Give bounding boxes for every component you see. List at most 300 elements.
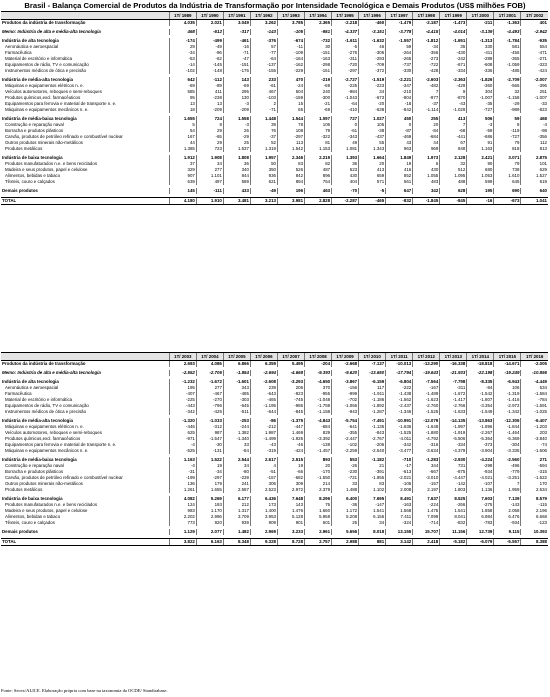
value-cell: -727: [494, 134, 521, 140]
value-cell: -684: [413, 134, 440, 140]
value-cell: 1.482: [223, 529, 250, 535]
value-cell: -4.668: [277, 370, 304, 376]
value-cell: -84: [413, 128, 440, 134]
value-cell: 19: [277, 463, 304, 469]
value-cell: 370: [305, 385, 332, 391]
value-cell: 2.058: [494, 508, 521, 514]
value-cell: 1.170: [196, 508, 223, 514]
value-cell: 5.958: [305, 514, 332, 520]
value-cell: -641: [332, 424, 359, 430]
value-cell: -643: [250, 391, 277, 397]
value-cell: 909: [250, 520, 277, 526]
value-cell: 723: [196, 146, 223, 152]
value-cell: 1.163: [467, 146, 494, 152]
value-cell: -356: [413, 50, 440, 56]
value-cell: 1.858: [467, 508, 494, 514]
value-cell: -6.407: [521, 418, 548, 424]
value-cell: -823: [521, 107, 548, 113]
value-cell: -7.491: [359, 418, 386, 424]
value-cell: 39: [250, 122, 277, 128]
value-cell: -709: [359, 62, 386, 68]
value-cell: -1.135: [359, 424, 386, 430]
value-cell: 754: [305, 179, 332, 185]
value-cell: 523: [332, 167, 359, 173]
value-cell: 170: [521, 481, 548, 487]
value-cell: -13.290: [413, 361, 440, 368]
value-cell: -316: [413, 442, 440, 448]
value-cell: 2.523: [250, 487, 277, 493]
value-cell: -1.182: [359, 457, 386, 463]
value-cell: 34: [196, 161, 223, 167]
value-cell: -720: [332, 62, 359, 68]
value-cell: 9.328: [250, 539, 277, 546]
value-cell: -1.542: [467, 391, 494, 397]
value-cell: 81: [305, 140, 332, 146]
value-cell: -148: [196, 68, 223, 74]
value-cell: -143: [494, 502, 521, 508]
value-cell: -143: [250, 29, 277, 35]
value-cell: 1.973: [413, 155, 440, 161]
row-label: Indústria de alta tecnologia: [2, 379, 59, 384]
value-cell: -465: [250, 397, 277, 403]
value-cell: 6.359: [250, 361, 277, 368]
value-cell: -511: [223, 409, 250, 415]
value-cell: -1.601: [223, 379, 250, 385]
value-cell: 130: [223, 95, 250, 101]
value-cell: 117: [359, 385, 386, 391]
value-cell: -732: [305, 38, 332, 44]
year-header: 1T/ 2002: [521, 12, 548, 20]
value-cell: -21.933: [440, 370, 467, 376]
value-cell: 5: [169, 122, 196, 128]
value-cell: 487: [305, 167, 332, 173]
row-label: Produtos metálicos: [5, 487, 43, 492]
page-title: Brasil - Balança Comercial de Produtos da Indústria de Transformação por Intensidade Tecnológica e Demais Produtos (US$ milhões FOB): [24, 1, 526, 10]
value-cell: -19.249: [494, 370, 521, 376]
value-cell: -18: [386, 101, 413, 107]
value-cell: -29: [494, 101, 521, 107]
value-cell: 1.522: [196, 457, 223, 463]
value-cell: -984: [332, 89, 359, 95]
value-cell: 5.656: [332, 529, 359, 535]
value-cell: -37: [413, 101, 440, 107]
value-cell: -273: [413, 56, 440, 62]
value-cell: -2.972: [494, 403, 521, 409]
value-cell: -31: [169, 469, 196, 475]
value-cell: -460: [359, 20, 386, 27]
value-cell: -783: [467, 520, 494, 526]
value-cell: -411: [467, 50, 494, 56]
value-cell: 214: [305, 481, 332, 487]
value-cell: 34: [359, 89, 386, 95]
value-cell: 936: [250, 173, 277, 179]
value-cell: -64: [250, 56, 277, 62]
value-cell: -1.606: [521, 448, 548, 454]
value-cell: 4.035: [169, 20, 196, 27]
value-cell: 55: [359, 140, 386, 146]
value-cell: -35: [467, 101, 494, 107]
value-cell: -37: [250, 134, 277, 140]
value-cell: -1.473: [440, 20, 467, 27]
value-cell: 2.219: [305, 155, 332, 161]
value-cell: 30: [305, 44, 332, 50]
year-header: 1T/ 2004: [196, 353, 223, 361]
value-cell: 32: [494, 89, 521, 95]
value-cell: 430: [413, 167, 440, 173]
value-cell: 3.213: [250, 198, 277, 205]
value-cell: 585: [169, 89, 196, 95]
value-cell: 1.053: [467, 173, 494, 179]
value-cell: -4: [169, 463, 196, 469]
value-cell: -303: [223, 397, 250, 403]
value-cell: 3.981: [277, 198, 304, 205]
value-cell: 470: [277, 77, 304, 83]
value-cell: 43: [386, 140, 413, 146]
value-cell: -1.499: [250, 436, 277, 442]
value-cell: 8.296: [305, 496, 332, 502]
value-cell: 136: [169, 481, 196, 487]
value-cell: -376: [250, 38, 277, 44]
value-cell: -96: [196, 50, 223, 56]
value-cell: 690: [494, 188, 521, 194]
value-cell: -84: [467, 385, 494, 391]
value-cell: -5.364: [467, 436, 494, 442]
value-cell: -3.840: [521, 436, 548, 442]
value-cell: -163: [305, 56, 332, 62]
value-cell: -3.010: [413, 475, 440, 481]
value-cell: -1.283: [413, 457, 440, 463]
value-cell: -49: [250, 188, 277, 194]
value-cell: -684: [305, 424, 332, 430]
value-cell: -1.464: [494, 430, 521, 436]
value-cell: 29: [196, 128, 223, 134]
value-cell: 195: [169, 385, 196, 391]
value-cell: -3.354: [467, 403, 494, 409]
row-label: Produtos da indústria de transformação: [2, 361, 86, 366]
value-cell: 8.728: [277, 539, 304, 546]
value-cell: -7.564: [413, 379, 440, 385]
value-cell: -151: [305, 68, 332, 74]
value-cell: 939: [223, 520, 250, 526]
value-cell: 619: [521, 179, 548, 185]
value-cell: 3.233: [277, 529, 304, 535]
row-label: Carvão, produtos de petróleo refinado e combustível nuclear: [5, 134, 123, 139]
value-cell: -164: [277, 56, 304, 62]
value-cell: -1.033: [196, 418, 223, 424]
value-cell: 1.448: [250, 116, 277, 122]
row-label: Produtos metálicos: [5, 146, 43, 151]
value-cell: 277: [196, 385, 223, 391]
value-cell: 604: [277, 89, 304, 95]
value-cell: 32: [440, 161, 467, 167]
value-cell: -686: [467, 134, 494, 140]
value-cell: -469: [386, 134, 413, 140]
year-header: 1T/ 1998: [413, 12, 440, 20]
row-label: Têxteis, couro e calçados: [5, 520, 55, 525]
value-cell: 0: [386, 122, 413, 128]
value-cell: 534: [521, 385, 548, 391]
row-label: Aeronáutica e aeroespacial: [5, 44, 59, 49]
value-cell: 1.055: [413, 173, 440, 179]
value-cell: -3.251: [494, 475, 521, 481]
value-cell: 561: [386, 179, 413, 185]
year-header: 1T/ 2013: [440, 353, 467, 361]
value-cell: 79: [494, 140, 521, 146]
value-cell: -4.493: [494, 29, 521, 35]
header-label-cell: [1, 12, 169, 20]
value-cell: -3: [467, 122, 494, 128]
value-cell: -722: [413, 62, 440, 68]
value-cell: -1.320: [169, 418, 196, 424]
row-label: Indústria de baixa tecnologia: [2, 496, 63, 501]
value-cell: 59: [386, 44, 413, 50]
value-cell: 143: [277, 502, 304, 508]
value-cell: 79: [494, 161, 521, 167]
value-cell: -1.363: [494, 20, 521, 27]
value-cell: -65: [196, 134, 223, 140]
value-cell: 2.875: [521, 155, 548, 161]
value-cell: 483: [413, 179, 440, 185]
value-cell: 54: [169, 128, 196, 134]
row-label: Produtos químicos,excl. farmacêuticos: [5, 95, 81, 100]
value-cell: -2.447: [332, 436, 359, 442]
value-cell: 145: [169, 188, 196, 194]
value-cell: -151: [223, 62, 250, 68]
value-cell: 413: [440, 116, 467, 122]
row-label: Madeira e seus produtos, papel e celulose: [5, 167, 88, 172]
value-cell: 4.086: [196, 361, 223, 368]
value-cell: -1.048: [305, 397, 332, 403]
value-cell: -667: [413, 469, 440, 475]
value-cell: 969: [413, 146, 440, 152]
value-cell: 2.197: [413, 487, 440, 493]
value-cell: 196: [277, 188, 304, 194]
value-cell: 239: [250, 385, 277, 391]
value-cell: 6.400: [332, 496, 359, 502]
value-cell: 13.155: [386, 529, 413, 535]
value-cell: 401: [521, 20, 548, 27]
value-cell: 8.491: [386, 496, 413, 502]
value-cell: 2.128: [440, 155, 467, 161]
value-cell: -1.522: [521, 475, 548, 481]
value-cell: 90: [467, 161, 494, 167]
value-cell: -276: [332, 50, 359, 56]
value-cell: 106: [494, 385, 521, 391]
value-cell: 987: [196, 430, 223, 436]
value-cell: 36: [332, 161, 359, 167]
value-cell: -155: [250, 68, 277, 74]
value-cell: -482: [413, 83, 440, 89]
value-cell: -2.267: [467, 430, 494, 436]
value-cell: -315: [521, 469, 548, 475]
value-cell: -5.369: [494, 436, 521, 442]
year-header-row: [1, 12, 548, 20]
value-cell: -4.014: [440, 29, 467, 35]
value-cell: 416: [386, 167, 413, 173]
row-label: Equipamentos de rádio, TV e comunicação: [5, 62, 89, 67]
value-cell: 10.393: [521, 529, 548, 535]
value-cell: -18.818: [467, 361, 494, 368]
value-cell: 6.436: [250, 496, 277, 502]
year-header: 1T/ 1997: [386, 12, 413, 20]
row-label: Memo: Indústria de alta e média-alta tecnologia: [2, 29, 101, 34]
value-cell: 601: [305, 520, 332, 526]
value-cell: 67: [440, 140, 467, 146]
value-cell: 3.142: [386, 539, 413, 546]
value-cell: -298: [305, 62, 332, 68]
value-cell: 33: [332, 481, 359, 487]
value-cell: 7.637: [413, 496, 440, 502]
value-cell: -3: [223, 101, 250, 107]
value-cell: -1.029: [440, 107, 467, 113]
value-cell: 6.177: [223, 496, 250, 502]
row-label: Farmacêutica: [5, 50, 32, 55]
value-cell: -219: [305, 77, 332, 83]
value-cell: -1.438: [386, 391, 413, 397]
value-cell: 2.617: [250, 457, 277, 463]
value-cell: -319: [250, 448, 277, 454]
value-cell: -3.293: [277, 379, 304, 385]
value-cell: 571: [359, 179, 386, 185]
year-header: 1T/ 1994: [305, 12, 332, 20]
value-cell: 13: [169, 101, 196, 107]
value-cell: -1.525: [386, 430, 413, 436]
value-cell: -1.892: [359, 403, 386, 409]
value-cell: 647: [386, 188, 413, 194]
year-header: 1T/ 1996: [359, 12, 386, 20]
value-cell: -253: [223, 418, 250, 424]
value-cell: -499: [196, 38, 223, 44]
value-cell: -1.547: [196, 436, 223, 442]
value-cell: -1.489: [413, 391, 440, 397]
value-cell: 1.803: [440, 487, 467, 493]
value-cell: 1.476: [277, 508, 304, 514]
value-cell: 2.828: [305, 198, 332, 205]
value-cell: 1.558: [223, 116, 250, 122]
value-cell: -123: [521, 520, 548, 526]
value-cell: -2.767: [359, 436, 386, 442]
value-cell: 450: [386, 116, 413, 122]
value-cell: -1.375: [277, 418, 304, 424]
value-cell: 2.418: [413, 539, 440, 546]
value-cell: 20: [413, 122, 440, 128]
value-cell: 33: [223, 442, 250, 448]
value-cell: -2.709: [494, 77, 521, 83]
row-label: Indústria de média-baixa tecnologia: [2, 116, 77, 121]
value-cell: 8.525: [440, 496, 467, 502]
value-cell: -842: [386, 107, 413, 113]
value-cell: -1.342: [494, 409, 521, 415]
value-cell: 2.757: [305, 539, 332, 546]
value-cell: -461: [223, 38, 250, 44]
value-cell: 488: [440, 179, 467, 185]
value-cell: -1.633: [440, 409, 467, 415]
value-cell: 76: [305, 502, 332, 508]
value-cell: 240: [305, 89, 332, 95]
value-cell: -1.340: [223, 436, 250, 442]
value-cell: -989: [494, 107, 521, 113]
value-cell: 35: [440, 44, 467, 50]
value-cell: 1.568: [386, 508, 413, 514]
value-cell: 2.202: [169, 514, 196, 520]
value-cell: 818: [494, 146, 521, 152]
value-cell: -2.668: [332, 361, 359, 368]
year-header: 1T/ 2014: [467, 353, 494, 361]
value-cell: -1.550: [305, 475, 332, 481]
value-cell: -1.417: [440, 397, 467, 403]
value-cell: 506: [467, 116, 494, 122]
value-cell: -1.025: [521, 409, 548, 415]
value-cell: 1.095: [440, 173, 467, 179]
value-cell: -242: [440, 56, 467, 62]
row-label: Demais produtos: [2, 529, 38, 534]
value-cell: -334: [440, 68, 467, 74]
value-cell: 813: [521, 146, 548, 152]
value-cell: 844: [223, 173, 250, 179]
value-cell: -4.011: [386, 436, 413, 442]
value-cell: -61: [332, 128, 359, 134]
value-cell: -61: [250, 83, 277, 89]
value-cell: -222: [386, 385, 413, 391]
value-cell: 6.668: [521, 514, 548, 520]
value-cell: 6: [413, 161, 440, 167]
value-cell: -16: [467, 198, 494, 205]
value-cell: -115: [521, 502, 548, 508]
value-cell: 8.018: [359, 529, 386, 535]
value-cell: -4: [521, 122, 548, 128]
value-cell: -8.335: [467, 379, 494, 385]
value-cell: 2.196: [521, 508, 548, 514]
value-cell: -2.540: [359, 448, 386, 454]
value-cell: -270: [196, 397, 223, 403]
value-cell: -1.114: [413, 107, 440, 113]
value-cell: 206: [277, 385, 304, 391]
value-cell: -373: [467, 442, 494, 448]
value-cell: -1.059: [494, 62, 521, 68]
value-cell: 5.495: [277, 361, 304, 368]
value-cell: 295: [223, 89, 250, 95]
value-cell: 2.421: [467, 155, 494, 161]
value-cell: -20: [359, 101, 386, 107]
value-cell: -2.942: [521, 29, 548, 35]
value-cell: -34: [169, 50, 196, 56]
row-label: Borracha e produtos plásticos: [5, 469, 64, 474]
value-cell: 340: [223, 167, 250, 173]
value-cell: -804: [386, 95, 413, 101]
value-cell: 3.262: [250, 20, 277, 27]
value-cell: 12.739: [467, 529, 494, 535]
value-cell: -36: [332, 502, 359, 508]
year-header: 1T/ 2007: [277, 353, 304, 361]
row-label: Material de escritório e informática: [5, 56, 73, 61]
value-cell: 2.515: [277, 457, 304, 463]
value-cell: -644: [250, 409, 277, 415]
row-label: Produtos da indústria de transformação: [2, 20, 86, 25]
row-label: Têxteis, couro e calçados: [5, 179, 55, 184]
year-header: 1T/ 2008: [305, 353, 332, 361]
value-cell: -935: [521, 38, 548, 44]
value-cell: 91: [467, 140, 494, 146]
year-header: 1T/ 2000: [467, 12, 494, 20]
value-cell: -138: [305, 442, 332, 448]
value-cell: 659: [359, 173, 386, 179]
value-cell: 893: [305, 457, 332, 463]
value-cell: -934: [494, 520, 521, 526]
value-cell: -84: [223, 448, 250, 454]
value-cell: -119: [494, 128, 521, 134]
value-cell: 3.049: [223, 20, 250, 27]
value-cell: 727: [332, 116, 359, 122]
